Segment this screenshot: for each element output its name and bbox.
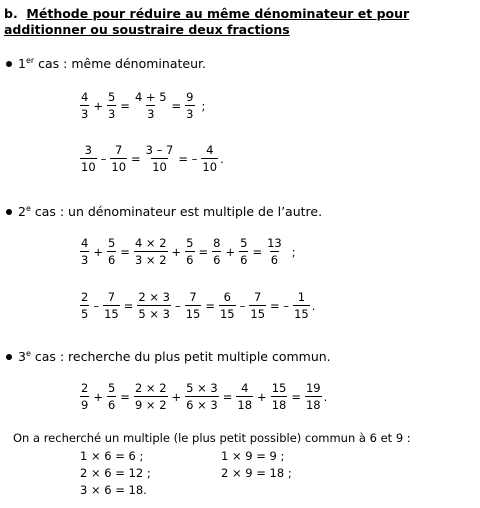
denominator: 6 (107, 253, 116, 267)
fraction (249, 290, 266, 321)
multiples-of-9 (221, 448, 292, 482)
fraction (145, 143, 175, 174)
numerator: 4 (206, 143, 214, 157)
case2-heading (6, 201, 322, 220)
denominator: 10 (111, 160, 127, 174)
denominator: 10 (81, 160, 96, 174)
denominator: 6 (270, 253, 279, 267)
section-title (4, 6, 474, 38)
punctuation: . (220, 151, 224, 166)
operator: = (120, 98, 130, 113)
fraction (185, 90, 194, 121)
multiples-of-6 (80, 448, 151, 499)
numerator: 4 (81, 236, 89, 250)
numerator: 5 (107, 236, 116, 250)
fraction (107, 236, 116, 267)
numerator: 4 × 2 (134, 236, 167, 250)
punctuation: ; (291, 244, 296, 259)
fraction (134, 236, 168, 267)
operator: = (120, 244, 130, 259)
denominator: 18 (305, 398, 321, 412)
fraction (80, 381, 89, 412)
numerator: 9 (186, 90, 194, 104)
operator: = – (178, 151, 198, 166)
denominator: 3 × 2 (134, 253, 167, 267)
operator: + (171, 244, 182, 259)
denominator: 5 × 3 (138, 307, 170, 321)
case1-equation-1 (79, 90, 208, 121)
numerator: 7 (115, 143, 123, 157)
multiple-line: 2 × 9 = 18 ; (221, 466, 292, 480)
bullet-icon (6, 61, 12, 67)
numerator: 1 (297, 290, 306, 304)
fraction (80, 236, 89, 267)
case1-heading (6, 53, 206, 72)
numerator: 13 (267, 236, 282, 250)
multiple-line: 1 × 9 = 9 ; (221, 449, 285, 463)
denominator: 3 (107, 107, 116, 121)
fraction (185, 381, 219, 412)
numerator: 8 (213, 236, 221, 250)
fraction (107, 381, 116, 412)
denominator: 3 (147, 107, 155, 121)
fraction (185, 290, 202, 321)
fraction (293, 290, 310, 321)
operator: – (239, 298, 246, 313)
denominator: 15 (219, 307, 235, 321)
operator: = (252, 244, 263, 259)
operator: = – (270, 298, 290, 313)
denominator: 6 (107, 398, 116, 412)
case1-text: cas : même dénominateur. (34, 56, 206, 72)
denominator: 10 (152, 160, 167, 174)
denominator: 6 (240, 253, 248, 267)
fraction (110, 143, 127, 174)
numerator: 6 (223, 290, 231, 304)
case3-sup: e (25, 349, 31, 358)
fraction (80, 143, 97, 174)
operator: + (93, 244, 103, 259)
numerator: 5 (240, 236, 248, 250)
case3-heading (6, 346, 331, 365)
numerator: 4 (81, 90, 89, 104)
denominator: 6 × 3 (186, 398, 218, 412)
section-title-line1: Méthode pour réduire au même dénominateur et pour (26, 6, 410, 21)
operator: = (123, 298, 134, 313)
section-prefix: b. (4, 6, 18, 21)
operator: – (174, 298, 181, 313)
denominator: 9 × 2 (134, 398, 167, 412)
fraction (137, 290, 171, 321)
operator: + (225, 244, 236, 259)
operator: = (131, 151, 141, 166)
fraction (201, 143, 218, 174)
case1-equation-2 (79, 143, 227, 174)
punctuation: ; (201, 98, 206, 113)
numerator: 4 (241, 381, 249, 395)
denominator: 10 (202, 160, 218, 174)
case2-equation-2 (79, 290, 318, 321)
fraction (236, 381, 253, 412)
case1-sup: er (25, 56, 35, 65)
denominator: 5 (81, 307, 89, 321)
case2-number: 2 (18, 204, 26, 220)
fraction (134, 381, 168, 412)
fraction (185, 236, 194, 267)
operator: = (198, 244, 209, 259)
multiple-line: 2 × 6 = 12 ; (80, 466, 151, 480)
numerator: 3 (84, 143, 92, 157)
fraction (271, 381, 288, 412)
numerator: 7 (189, 290, 197, 304)
operator: – (100, 151, 107, 166)
numerator: 2 (81, 381, 89, 395)
numerator: 19 (305, 381, 321, 395)
denominator: 9 (81, 398, 89, 412)
multiple-line: 1 × 6 = 6 ; (80, 449, 144, 463)
numerator: 15 (271, 381, 287, 395)
fraction (219, 290, 236, 321)
denominator: 15 (250, 307, 266, 321)
operator: – (93, 298, 100, 313)
numerator: 2 × 2 (134, 381, 167, 395)
operator: = (222, 389, 233, 404)
numerator: 2 (81, 290, 89, 304)
bullet-icon (6, 354, 12, 360)
numerator: 7 (107, 290, 116, 304)
case1-number: 1 (18, 56, 26, 72)
punctuation: . (311, 298, 316, 313)
operator: = (171, 98, 182, 113)
numerator: 4 + 5 (134, 90, 167, 104)
fraction (107, 90, 116, 121)
case3-number: 3 (18, 349, 26, 365)
numerator: 5 × 3 (186, 381, 218, 395)
multiple-note: On a recherché un multiple (le plus petit possible) commun à 6 et 9 : (13, 431, 411, 445)
bullet-icon (6, 209, 12, 215)
numerator: 5 (186, 236, 194, 250)
numerator: 7 (254, 290, 262, 304)
case2-sup: e (25, 204, 31, 213)
operator: = (205, 298, 215, 313)
operator: = (120, 389, 130, 404)
fraction (212, 236, 221, 267)
operator: + (93, 98, 103, 113)
numerator: 3 – 7 (145, 143, 174, 157)
operator: + (93, 389, 103, 404)
denominator: 6 (213, 253, 221, 267)
case3-equation-1 (79, 381, 330, 412)
fraction (80, 90, 89, 121)
case3-text: cas : recherche du plus petit multiple commun. (30, 349, 331, 365)
multiple-line: 3 × 6 = 18. (80, 483, 147, 497)
operator: + (171, 389, 182, 404)
denominator: 3 (186, 107, 194, 121)
fraction (305, 381, 322, 412)
denominator: 18 (237, 398, 253, 412)
denominator: 3 (81, 253, 89, 267)
denominator: 18 (271, 398, 287, 412)
fraction (266, 236, 283, 267)
fraction (80, 290, 89, 321)
fraction (103, 290, 120, 321)
numerator: 5 (107, 90, 116, 104)
denominator: 15 (185, 307, 201, 321)
operator: + (257, 389, 267, 404)
case2-text: cas : un dénominateur est multiple de l’autre. (30, 204, 323, 220)
operator: = (291, 389, 301, 404)
punctuation: . (323, 389, 328, 404)
numerator: 2 × 3 (138, 290, 170, 304)
section-title-line2: additionner ou soustraire deux fractions (4, 22, 290, 37)
case2-equation-1 (79, 236, 299, 267)
denominator: 6 (186, 253, 194, 267)
denominator: 15 (104, 307, 119, 321)
denominator: 15 (294, 307, 309, 321)
numerator: 5 (107, 381, 116, 395)
denominator: 3 (81, 107, 89, 121)
fraction (134, 90, 168, 121)
fraction (239, 236, 248, 267)
